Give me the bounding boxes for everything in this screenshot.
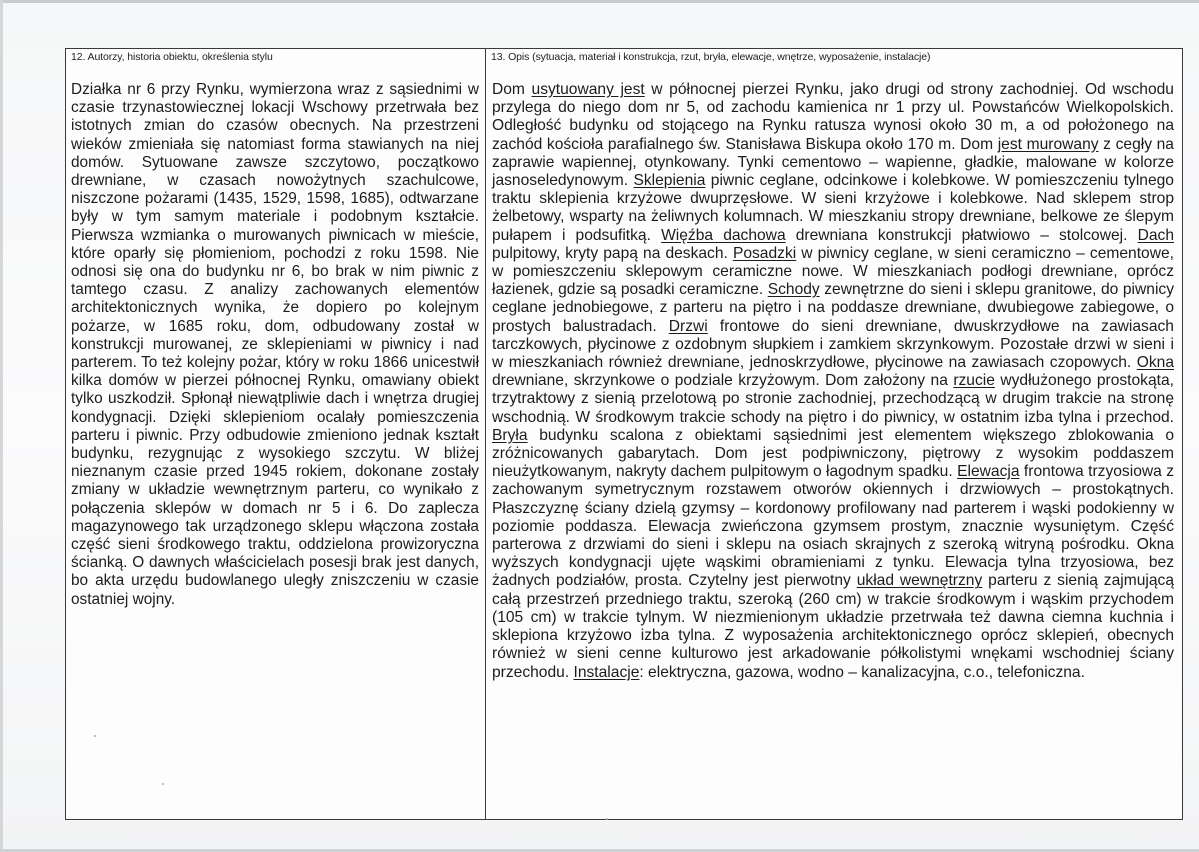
scan-edge-left: [0, 0, 3, 852]
underlined-term: Sklepienia: [633, 172, 706, 190]
text-run: : elektryczna, gazowa, wodno – kanalizacyjna, c.o., telefoniczna.: [639, 663, 1085, 681]
text-run: frontowa trzyosiowa z zachowanym symetrycznym rozstawem otworów okiennych i drzwiowych – prostokątnych. Płaszczyznę ściany dzielą gzymsy – kordonowy profilowany nad parterem i wąski podokienny w poziomie poddasza. Elewacja zwieńczona gzymsem prostym, znacznie wysuniętym. Część parterowa z drzwiami do sieni i sklepu na osiach skrajnych z szeroką witryną pośrodku. Okna wyższych kondygnacji ujęte wąskimi obramieniami z tynku. Elewacja tylna trzyosiowa, bez żadnych podziałów, prosta. Czytelny jest pierwotny: [492, 463, 1175, 590]
scan-edge-top: [0, 0, 1199, 3]
text-run: w północnej pierzei Rynku, jako drugi od strony zachodniej. Od wschodu przylega do niego dom nr 5, od zachodu kamienica nr 1 przy ul. Powstańców Wielkopolskich. Odległość budynku od stojącego na Rynku ratusza wynosi około 30 m, a od położonego na zachód kościoła parafialnego św. Stanisława Biskupa około 170 m. Dom: [492, 81, 1174, 153]
underlined-term: układ wewnętrzny: [856, 572, 983, 590]
underlined-term: Instalacje: [573, 663, 640, 681]
section-12-text: Działka nr 6 przy Rynku, wymierzona wraz z sąsiednimi w czasie trzynastowiecznej lokacji Wschowy przetrwała bez istotnych zmian do czasów obecnych. Na przestrzeni wieków zmieniała się natomiast forma stawianych na niej domów. Sytuowane zawsze szczytowo, początkowo drewniane, w czasach nowożytnych szachulcowe, niszczone pożarami (1435, 1529, 1598, 1685), odtwarzane były w tym samym materiale i podobnym kształcie. Pierwsza wzmianka o murowanych piwnicach w mieście, które oparły się płomieniom, pochodzi z roku 1598. Nie odnosi się ona do budynku nr 6, bo brak w nim piwnic z tamtego czasu. Z analizy zachowanych elementów architektonicznych wynika, że dopiero po kolejnym pożarze, w 1685 roku, dom, odbudowany został w konstrukcji murowanej, ze sklepieniami w piwnicy i nad parterem. To też kolejny pożar, który w roku 1866 unicestwił kilka domów w pierzei północnej Rynku, omawiany obiekt tylko uszkodził. Spłonął niewątpliwie dach i wnętrza drugiej kondygnacji. Dzięki sklepieniom ocalały pomieszczenia parteru i piwnic. Przy odbudowie zmieniono jednak kształt budynku, rezygnując z wysokiego szczytu. W bliżej nieznanym czasie przed 1945 rokiem, dokonane zostały zmiany w układzie wewnętrznym parteru, co wynikało z połączenia sklepów w domach nr 5 i 6. Do zaplecza magazynowego tak urządzonego sklepu włączona została część sieni środkowego traktu, oddzielona prowizoryczna ścianką. O dawnych właścicielach posesji brak jest danych, bo akta urzędu budowlanego uległy zniszczeniu w czasie ostatniej wojny.: [71, 81, 479, 608]
section-13-description: [486, 49, 1182, 819]
section-13-label: 13. Opis (sytuacja, materiał i konstrukcja, rzut, bryła, elewacje, wnętrze, wyposażenie, instalacje): [491, 51, 931, 63]
scan-speck: [162, 783, 164, 785]
scan-speck: [606, 818, 608, 820]
underlined-term: Okna: [1136, 354, 1174, 372]
underlined-term: Dach: [1137, 226, 1174, 244]
text-run: parteru z sienią zajmującą całą przestrzeń przedniego traktu, szeroką (260 cm) w trakcie środkowym i wąskim przychodem (105 cm) w trakcie tylnym. W niezmienionym układzie przetrwała też dawna ciemna kuchnia i sklepiona krzyżowo izba tylna. Z wyposażenia architektonicznego oprócz sklepień, obecnych również w sieni cenne kulturowo jest arkadowanie półkolistymi wnękami wschodniej ściany przechodu.: [492, 572, 1174, 681]
scan-speck: [94, 735, 96, 737]
text-run: pulpitowy, kryty papą na deskach.: [492, 244, 733, 262]
section-12-history: [66, 49, 486, 819]
underlined-term: jest murowany: [997, 135, 1099, 153]
text-run: piwnic ceglane, odcinkowe i kolebkowe. W pomieszczeniu tylnego traktu sklepienia krzyżowe dwuprzęsłowe. W sieni krzyżowe i kolebkowe. Nad sklepem strop żelbetowy, wsparty na żeliwnych kolumnach. W mieszkaniu stropy drewniane, belkowe ze ślepym pułapem i podsufitką.: [492, 172, 1174, 244]
underlined-term: rzucie: [953, 372, 995, 390]
underlined-term: Schody: [767, 281, 820, 299]
underlined-term: Elewacja: [957, 463, 1020, 481]
section-12-label: 12. Autorzy, historia obiektu, określenia stylu: [71, 51, 273, 63]
underlined-term: Więźba dachowa: [661, 226, 786, 244]
form-table: [65, 48, 1183, 820]
text-run: zewnętrzne do sieni i sklepu granitowe, do piwnicy ceglane jednobiegowe, z parteru na piętro i na poddasze drewniane, dwubiegowe zabiegowe, o prostych balustradach.: [492, 281, 1174, 335]
section-13-text: [486, 64, 1182, 682]
underlined-term: Posadzki: [732, 244, 797, 262]
text-run: wydłużonego prostokąta, trzytraktowy z sienią przelotową po stronie zachodniej, przechodzącą w drugim trakcie na stronę wschodnią. W środkowym trakcie schody na piętro i do piwnicy, w ostatnim izba tylna i przechod.: [492, 372, 1174, 426]
underlined-term: usytuowany jest: [531, 81, 645, 98]
text-run: drewniane, skrzynkowe o podziale krzyżowym. Dom założony na: [492, 372, 954, 390]
text-run: budynku scalona z obiektami sąsiednimi jest elementem większego zblokowania o zróżnicowanych gabarytach. Dom jest podpiwniczony, piętrowy z wysokim poddaszem nieużytkowanym, nakryty dachem pulpitowym o łagodnym spadku.: [492, 426, 1174, 481]
text-run: Dom: [492, 81, 532, 98]
underlined-term: Bryła: [492, 426, 528, 444]
underlined-term: Drzwi: [668, 317, 708, 335]
text-run: w piwnicy ceglane, w sieni ceramiczno – cementowe, w pomieszczeniu sklepowym ceramiczne nowe. W mieszkaniach podłogi drewniane, oprócz łazienek, gdzie są posadki ceramiczne.: [492, 244, 1174, 299]
text-run: z cegły na zaprawie wapiennej, otynkowany. Tynki cementowo – wapienne, gładkie, malowane w kolorze jasnoseledynowym.: [492, 135, 1174, 190]
text-run: drewniana konstrukcji płatwiowo – stolcowej.: [785, 226, 1138, 244]
text-run: frontowe do sieni drewniane, dwuskrzydłowe na zawiasach tarczkowych, płycinowe z ozdobnym słupkiem i zamkiem skrzynkowym. Pozostałe drzwi w sieni i w mieszkaniach również drewniane, jednoskrzydłowe, płycinowe na zawiasach czopowych.: [492, 317, 1174, 372]
